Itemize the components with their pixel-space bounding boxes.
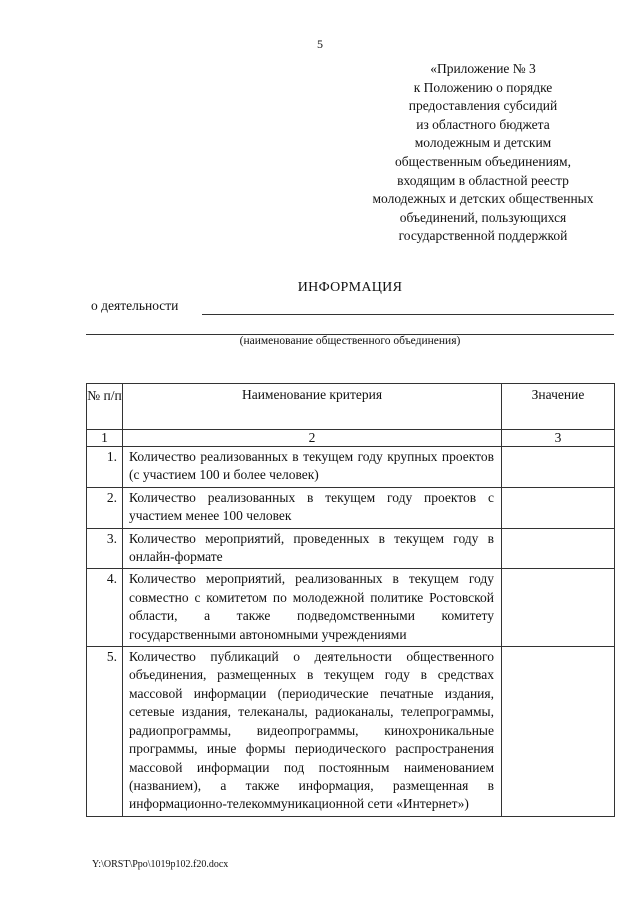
appendix-note — [355, 60, 611, 246]
file-path-footer: Y:\ORST\Ppo\1019p102.f20.docx — [92, 859, 229, 870]
row-number: 2. — [87, 487, 123, 528]
appendix-line: «Приложение № 3 — [430, 61, 536, 76]
criterion-text: Количество мероприятий, проведенных в текущем году в онлайн-формате — [123, 528, 502, 569]
org-name-blank-line — [202, 314, 614, 315]
column-index-row — [87, 430, 615, 447]
table-row — [87, 569, 615, 647]
column-index: 2 — [123, 430, 502, 447]
appendix-line: предоставления субсидий — [408, 98, 558, 114]
row-number: 3. — [87, 528, 123, 569]
header-criterion: Наименование критерия — [123, 384, 502, 430]
value-cell[interactable] — [502, 647, 615, 817]
criterion-text: Количество реализованных в текущем году проектов с участием менее 100 человек — [123, 487, 502, 528]
value-cell[interactable] — [502, 487, 615, 528]
appendix-line: входящим в областной реестр — [397, 172, 569, 188]
criterion-text: Количество мероприятий, реализованных в текущем году совместно с комитетом по молодежной политике Ростовской области, а также подведомственными комитету государственными автономными учреждениями — [123, 569, 502, 647]
table-row — [87, 487, 615, 528]
document-title: ИНФОРМАЦИЯ — [297, 280, 403, 295]
column-index: 1 — [87, 430, 123, 447]
table-header-row — [87, 384, 615, 430]
criteria-table — [86, 383, 615, 817]
appendix-line: государственной поддержкой — [398, 228, 568, 244]
appendix-line: к Положению о порядке — [413, 79, 553, 95]
appendix-line: объединений, пользующихся — [399, 209, 567, 225]
row-number: 4. — [87, 569, 123, 647]
appendix-line: молодежным и детским — [414, 135, 552, 151]
row-number: 5. — [87, 647, 123, 817]
criterion-text: Количество публикаций о деятельности общественного объединения, размещенных в текущем году в средствах массовой информации (периодические печатные издания, сетевые издания, телеканалы, радиоканалы, телепрограммы, радиопрограммы, видеопрограммы, кинохроникальные программы, иные формы периодического распространения массовой информации под постоянным наименованием (названием), а также информация, размещенная в информационно-телекоммуникационной сети «Интернет») — [123, 647, 502, 817]
org-name-caption: (наименование общественного объединения) — [239, 335, 461, 347]
appendix-line: общественным объединениям, — [395, 153, 571, 169]
table-row — [87, 647, 615, 817]
table-row — [87, 528, 615, 569]
value-cell[interactable] — [502, 528, 615, 569]
appendix-line: молодежных и детских общественных — [372, 191, 594, 207]
row-number: 1. — [87, 447, 123, 488]
about-label: о деятельности — [91, 298, 179, 313]
value-cell[interactable] — [502, 569, 615, 647]
page-number: 5 — [317, 37, 323, 51]
value-cell[interactable] — [502, 447, 615, 488]
header-value: Значение — [502, 384, 615, 430]
header-num: № п/п — [87, 384, 123, 430]
table-row — [87, 447, 615, 488]
appendix-line: из областного бюджета — [416, 116, 550, 132]
criterion-text: Количество реализованных в текущем году крупных проектов (с участием 100 и более человек) — [123, 447, 502, 488]
column-index: 3 — [502, 430, 615, 447]
